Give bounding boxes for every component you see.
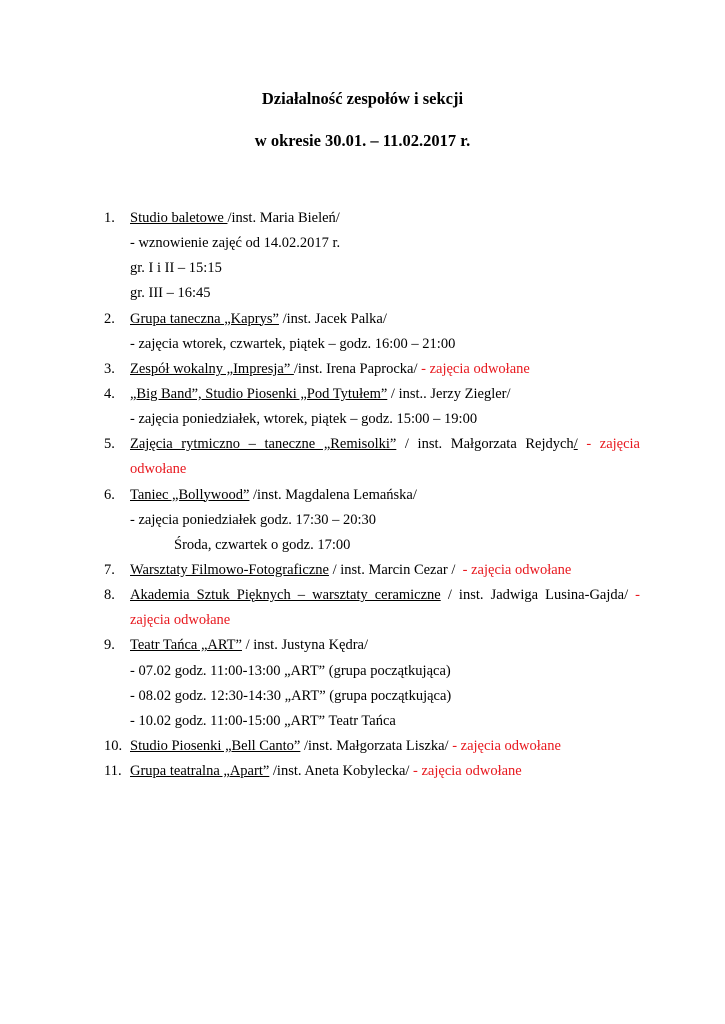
item-detail — [0, 709, 725, 734]
cancelled-status: - zajęcia odwołane — [448, 737, 561, 754]
item-instructor: / inst. Marcin Cezar / — [328, 561, 456, 578]
list-item — [0, 558, 725, 583]
item-detail — [0, 684, 725, 709]
item-name: Warsztaty Filmowo-Fotograficzne — [130, 561, 329, 578]
detail-text: Środa, czwartek o godz. 17:00 — [174, 536, 351, 553]
item-number: 4. — [104, 385, 115, 402]
item-detail — [0, 533, 725, 558]
item-name: Zajęcia rytmiczno – taneczne „Remisolki” — [130, 436, 397, 453]
detail-text: - 07.02 godz. 11:00-13:00 „ART” (grupa początkująca) — [130, 662, 451, 679]
list-item — [0, 206, 725, 231]
cancelled-status: - zajęcia odwołane — [417, 360, 530, 377]
item-name: Studio Piosenki „Bell Canto” — [130, 737, 301, 754]
detail-text: - zajęcia wtorek, czwartek, piątek – godz. 16:00 – 21:00 — [130, 335, 456, 352]
item-instructor: / inst.. Jerzy Ziegler/ — [387, 385, 511, 402]
cancelled-status: - zajęcia — [577, 436, 640, 453]
detail-text: - zajęcia poniedziałek, wtorek, piątek – godz. 15:00 – 19:00 — [130, 411, 478, 428]
item-instructor: /inst. Aneta Kobylecka/ — [269, 763, 410, 780]
item-number: 6. — [104, 486, 115, 503]
item-instructor: / inst. Justyna Kędra/ — [241, 637, 369, 654]
list-item — [0, 583, 725, 608]
item-number: 9. — [104, 637, 115, 654]
item-number: 11. — [104, 763, 122, 780]
item-detail — [0, 508, 725, 533]
item-name: Teatr Tańca „ART” — [130, 637, 242, 654]
cancelled-status: - zajęcia odwołane — [455, 561, 572, 578]
item-number: 3. — [104, 360, 115, 377]
item-detail — [0, 457, 725, 482]
item-number: 2. — [104, 310, 115, 327]
list-item — [0, 483, 725, 508]
detail-text: gr. I i II – 15:15 — [130, 260, 222, 277]
detail-text: - zajęcia poniedziałek godz. 17:30 – 20:30 — [130, 511, 377, 528]
item-detail — [0, 231, 725, 256]
item-instructor: /inst. Magdalena Lemańska/ — [249, 486, 417, 503]
item-name: Zespół wokalny „Impresja” — [130, 360, 294, 377]
item-detail — [0, 256, 725, 281]
item-instructor: /inst. Irena Paprocka/ — [293, 360, 418, 377]
item-number: 8. — [104, 587, 115, 604]
item-name: Akademia Sztuk Pięknych – warsztaty ceramiczne — [130, 587, 441, 604]
item-detail — [0, 332, 725, 357]
list-item — [0, 382, 725, 407]
item-instructor: / inst. Jadwiga Lusina-Gajda/ — [440, 587, 629, 604]
page-title: Działalność zespołów i sekcji — [261, 89, 464, 108]
item-name: Taniec „Bollywood” — [130, 486, 250, 503]
item-detail — [0, 281, 725, 306]
list-item — [0, 734, 725, 759]
item-number: 1. — [104, 210, 115, 226]
item-instructor: / inst. Małgorzata Rejdych — [396, 436, 574, 453]
item-instructor: /inst. Jacek Palka/ — [278, 310, 387, 327]
page-subtitle: w okresie 30.01. – 11.02.2017 r. — [254, 131, 471, 150]
list-item — [0, 307, 725, 332]
item-number: 10. — [104, 737, 123, 754]
detail-text: - 10.02 godz. 11:00-15:00 „ART” Teatr Tańca — [130, 712, 396, 729]
item-number: 7. — [104, 561, 115, 578]
cancelled-status: - — [628, 587, 640, 604]
item-instructor-end: / — [573, 436, 578, 453]
item-name: Grupa teatralna „Apart” — [130, 763, 270, 780]
cancelled-status-cont: zajęcia odwołane — [130, 612, 231, 629]
detail-text: gr. III – 16:45 — [130, 285, 211, 302]
item-detail — [0, 407, 725, 432]
list-item — [0, 432, 725, 457]
item-instructor: /inst. Maria Bieleń/ — [227, 210, 340, 226]
item-instructor: /inst. Małgorzata Liszka/ — [300, 737, 449, 754]
list-item — [0, 633, 725, 658]
cancelled-status-cont: odwołane — [130, 461, 187, 478]
item-name: „Big Band”, Studio Piosenki „Pod Tytułem” — [130, 385, 388, 402]
item-name: Grupa taneczna „Kaprys” — [130, 310, 279, 327]
detail-text: - wznowienie zajęć od 14.02.2017 r. — [130, 235, 341, 252]
item-name: Studio baletowe — [130, 210, 228, 226]
item-number: 5. — [104, 436, 115, 453]
item-detail — [0, 608, 725, 633]
detail-text: - 08.02 godz. 12:30-14:30 „ART” (grupa początkująca) — [130, 687, 452, 704]
cancelled-status: - zajęcia odwołane — [409, 763, 522, 780]
activity-list — [0, 206, 725, 784]
list-item — [0, 759, 725, 784]
list-item — [0, 357, 725, 382]
item-detail — [0, 659, 725, 684]
